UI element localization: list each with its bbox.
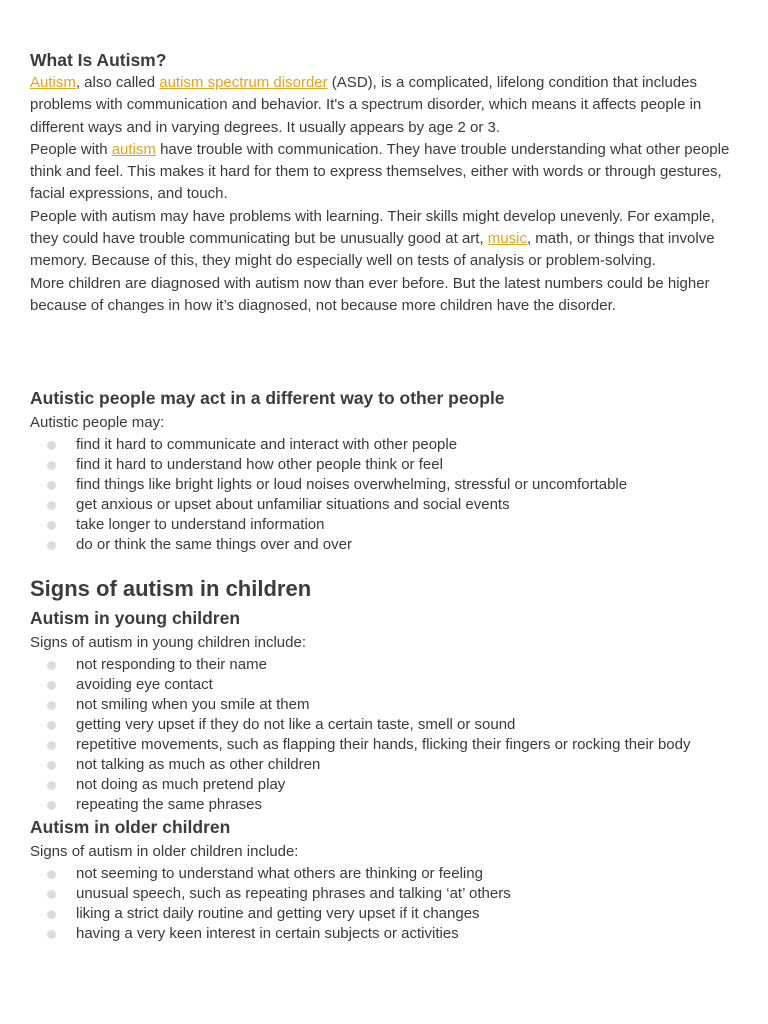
act-differently-section xyxy=(30,386,738,555)
paragraph-text: People with xyxy=(30,140,112,158)
autism-inline-link[interactable]: autism xyxy=(111,140,156,158)
section-heading: Autistic people may act in a different way to other people xyxy=(30,388,505,408)
list-item: getting very upset if they do not like a certain taste, smell or sound xyxy=(30,715,738,735)
signs-section xyxy=(30,574,738,944)
music-link[interactable]: music xyxy=(487,230,527,248)
paragraph-text: , also called xyxy=(75,74,160,91)
list-item: find things like bright lights or loud noises overwhelming, stressful or uncomfortable xyxy=(30,475,738,495)
list-item: repetitive movements, such as flapping their hands, flicking their fingers or rocking their body xyxy=(30,735,738,755)
paragraph-text: , math, or things that involve memory. Because of this, they might do especially well on tests of analysis or problem-solving. xyxy=(30,230,715,270)
what-is-autism-section xyxy=(30,48,738,317)
traits-list xyxy=(30,435,738,555)
list-item: find it hard to communicate and interact with other people xyxy=(30,435,738,455)
list-item: liking a strict daily routine and getting very upset if it changes xyxy=(30,904,738,924)
older-signs-list xyxy=(30,864,738,944)
list-item: repeating the same phrases xyxy=(30,795,738,815)
paragraph-text: People with autism may have problems with learning. Their skills might develop unevenly. For example, they could have trouble communicating but be unusually good at art, xyxy=(30,207,715,248)
list-item: find it hard to understand how other people think or feel xyxy=(30,455,738,475)
list-intro: Signs of autism in young children include: xyxy=(30,634,306,651)
list-item: avoiding eye contact xyxy=(30,675,738,695)
young-signs-list xyxy=(30,655,738,815)
paragraph-text: (ASD), is a complicated, lifelong condition that includes problems with communication and behavior. It's a spectrum disorder, which means it affects people in different ways and in varying degrees. It usually appears by age 2 or 3. xyxy=(30,74,702,136)
list-item: unusual speech, such as repeating phrases and talking ‘at’ others xyxy=(30,884,738,904)
list-item: get anxious or upset about unfamiliar situations and social events xyxy=(30,495,738,515)
paragraph-1 xyxy=(30,72,738,139)
paragraph-text: have trouble with communication. They have trouble understanding what other people think and feel. This makes it hard for them to express themselves, either with words or through gestures, facial expressions, and touch. xyxy=(30,140,730,203)
list-item: not talking as much as other children xyxy=(30,755,738,775)
list-item: not responding to their name xyxy=(30,655,738,675)
list-item: not seeming to understand what others are thinking or feeling xyxy=(30,864,738,884)
list-item: not smiling when you smile at them xyxy=(30,695,738,715)
young-children-heading: Autism in young children xyxy=(30,608,241,628)
list-item: take longer to understand information xyxy=(30,515,738,535)
older-children-heading: Autism in older children xyxy=(30,817,231,837)
list-intro: Autistic people may: xyxy=(30,414,165,431)
paragraph-3 xyxy=(30,206,738,273)
section-heading: What Is Autism? xyxy=(30,50,167,70)
autism-spectrum-disorder-link[interactable]: autism spectrum disorder xyxy=(159,74,328,91)
autism-link[interactable]: Autism xyxy=(30,74,76,91)
list-item: not doing as much pretend play xyxy=(30,775,738,795)
list-item: having a very keen interest in certain subjects or activities xyxy=(30,924,738,944)
paragraph-4: More children are diagnosed with autism now than ever before. But the latest numbers could be higher because of changes in how it’s diagnosed, not because more children have the disorder. xyxy=(30,274,710,314)
section-heading: Signs of autism in children xyxy=(30,576,312,601)
list-item: do or think the same things over and over xyxy=(30,535,738,555)
list-intro: Signs of autism in older children include: xyxy=(30,843,299,860)
paragraph-2 xyxy=(30,139,738,206)
